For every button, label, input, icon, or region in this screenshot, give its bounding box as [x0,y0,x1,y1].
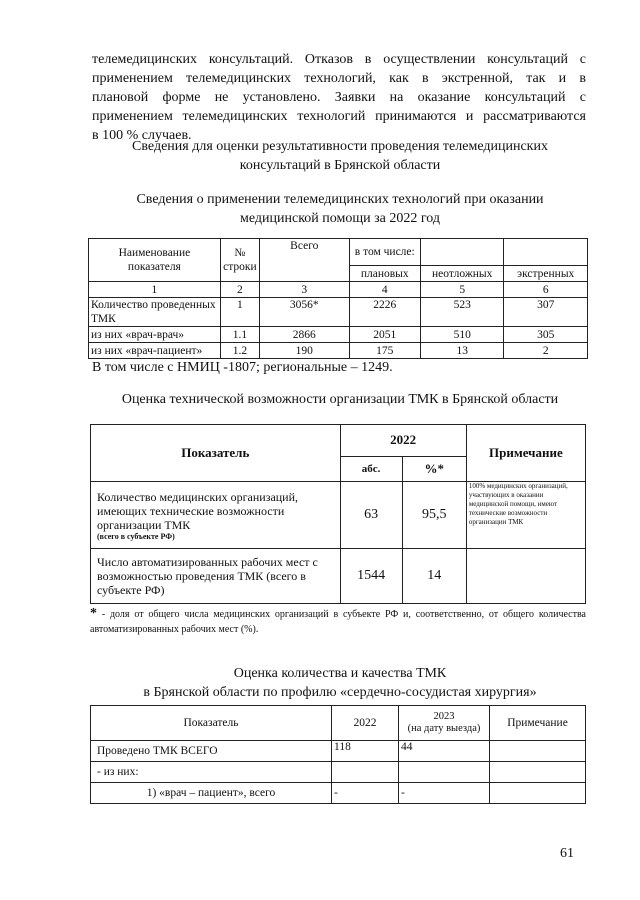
row-num: 1 [220,298,259,327]
heading-line: Сведения для оценки результативности проведения телемедицинских [132,139,548,154]
table-row [91,762,586,783]
section-heading-3: Оценка технической возможности организации ТМК в Брянской области [121,392,559,407]
row-label: - из них: [91,762,332,783]
section-heading-4 [80,664,600,702]
heading-line: в Брянской области по профилю «сердечно-сосудистая хирургия» [143,685,537,700]
footnote [90,606,586,637]
table-row [91,482,586,549]
row-planned: 2226 [349,298,420,327]
row-label: 1) «врач – пациент», всего [91,783,332,804]
col-header-note: Примечание [466,425,585,482]
intro-paragraph [92,50,586,145]
row-total: 190 [260,343,350,359]
row-2023: 44 [399,741,490,762]
index-row [89,282,588,298]
index-cell: 3 [260,282,350,298]
row-2022: 118 [332,741,399,762]
col-header-incl: в том числе: [349,239,420,266]
empty-cell [490,741,586,762]
row-emergency: 305 [504,327,588,343]
index-cell: 2 [220,282,259,298]
footnote-star: * [90,606,97,621]
heading-line: Сведения о применении телемедицинских технологий при оказании [136,192,544,207]
tech-capability-table [90,424,586,604]
index-cell: 6 [504,282,588,298]
row-name: из них «врач-пациент» [89,343,221,359]
col-header-emergency: экстренных [504,266,588,282]
page-number: 61 [560,846,574,861]
row-indicator: Число автоматизированных рабочих мест с возможностью проведения ТМК (всего в субъекте РФ) [91,549,341,604]
table-row [91,741,586,762]
col-header-urgent: неотложных [420,266,504,282]
col-header-indicator: Показатель [91,706,332,741]
index-cell: 5 [420,282,504,298]
cardiac-tmk-table [90,705,586,804]
index-cell: 1 [89,282,221,298]
empty-cell [504,239,588,266]
empty-cell [466,549,585,604]
empty-cell [332,762,399,783]
section-heading-1 [80,137,600,175]
col-header-2023 [399,706,490,741]
footnote-text: - доля от общего числа медицинских организаций в субъекте РФ и, соответственно, от общего количества автоматизированных рабочих мест (%). [90,609,586,635]
row-urgent: 510 [420,327,504,343]
row-note: 100% медицинских организаций, участвующих в оказании медицинской помощи, имеют технические возможности организации ТМК [466,482,585,549]
col-header-indicator: Показатель [91,425,341,482]
col-header-abs: абс. [340,456,402,481]
row-indicator [91,482,341,549]
table-row [89,327,588,343]
intro-line: в 100 % случаев. [92,128,192,143]
intro-line: применением телемедицинских технологий принимаются и рассматриваются [92,109,586,124]
row-planned: 2051 [349,327,420,343]
col-header-num: № строки [220,239,259,282]
empty-cell [399,762,490,783]
table-row [89,298,588,327]
table-row [89,343,588,359]
row-label: Проведено ТМК ВСЕГО [91,741,332,762]
row-urgent: 523 [420,298,504,327]
col-header-pct: %* [402,456,466,481]
row-name: из них «врач-врач» [89,327,221,343]
row-total: 2866 [260,327,350,343]
intro-line: плановой форме не установлено. Заявки на оказание консультаций с [92,90,586,105]
col-header-note: Примечание [490,706,586,741]
row-emergency: 2 [504,343,588,359]
col-header-2022: 2022 [332,706,399,741]
row-total: 3056* [260,298,350,327]
heading-line: консультаций в Брянской области [239,158,441,173]
tmk-usage-table [88,238,588,359]
row-name: Количество проведенных ТМК [89,298,221,327]
intro-line: применением телемедицинских технологий, как в экстренной, так и в [92,71,586,86]
col-header-planned: плановых [349,266,420,282]
section-heading-2 [80,190,600,228]
row-num: 1.1 [220,327,259,343]
index-cell: 4 [349,282,420,298]
row-abs: 63 [340,482,402,549]
year-label: 2023 [433,711,455,722]
year-sublabel: (на дату выезда) [407,723,481,734]
row-abs: 1544 [340,549,402,604]
row-urgent: 13 [420,343,504,359]
col-header-name: Наименование показателя [89,239,221,282]
row-2022: - [332,783,399,804]
table-row [91,783,586,804]
row-num: 1.2 [220,343,259,359]
empty-cell [490,762,586,783]
row-subtext: (всего в субъекте РФ) [97,531,175,541]
intro-line: телемедицинских консультаций. Отказов в осуществлении консультаций с [92,52,586,67]
note-nmic: В том числе с НМИЦ -1807; региональные – 1249. [92,360,393,375]
row-text: Количество медицинских организаций, имеющих технические возможности организации ТМК [97,489,299,532]
row-pct: 14 [402,549,466,604]
row-planned: 175 [349,343,420,359]
heading-line: Оценка количества и качества ТМК [233,666,447,681]
col-header-year: 2022 [340,425,466,457]
row-emergency: 307 [504,298,588,327]
heading-line: медицинской помощи за 2022 год [240,211,440,226]
table-row [91,549,586,604]
empty-cell [490,783,586,804]
empty-cell [420,239,504,266]
row-2023: - [399,783,490,804]
col-header-total: Всего [260,239,350,282]
row-pct: 95,5 [402,482,466,549]
